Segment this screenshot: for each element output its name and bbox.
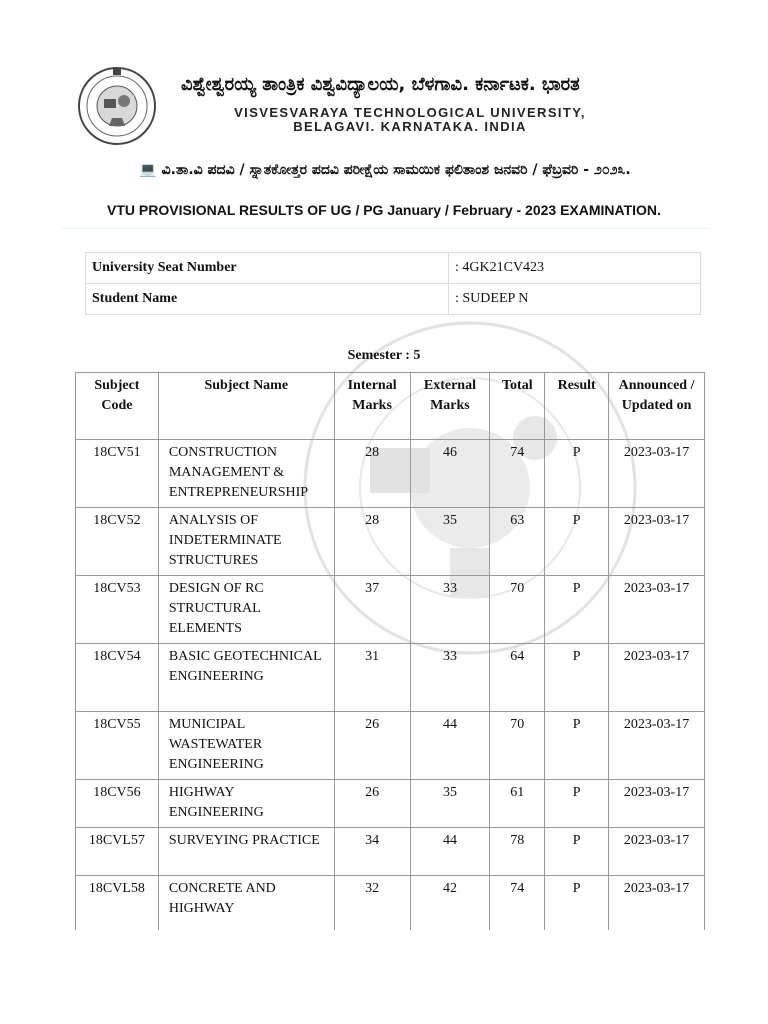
result-title-kannada: 💻 ವಿ.ತಾ.ವಿ ಪದವಿ / ಸ್ನಾತಕೋತ್ತರ ಪದವಿ ಪರೀಕ್ಷೆಯ ಸಾಮಯಿಕ ಫಲಿತಾಂಶ ಜನವರಿ / ಫೆಬ್ರವರಿ - ೨೦೨೩. bbox=[139, 162, 631, 178]
table-row bbox=[76, 508, 705, 576]
subject-code: 18CV53 bbox=[76, 576, 159, 644]
seat-number-label: University Seat Number bbox=[86, 253, 449, 284]
result: P bbox=[545, 876, 609, 931]
table-row bbox=[76, 780, 705, 828]
subject-code: 18CV56 bbox=[76, 780, 159, 828]
subject-code: 18CV52 bbox=[76, 508, 159, 576]
table-row bbox=[76, 712, 705, 780]
subject-name: MUNICIPAL WASTEWATER ENGINEERING bbox=[158, 712, 334, 780]
subject-name: BASIC GEOTECHNICAL ENGINEERING bbox=[158, 644, 334, 712]
vtu-logo-icon bbox=[77, 66, 157, 146]
total-marks: 70 bbox=[490, 712, 545, 780]
subject-code: 18CVL57 bbox=[76, 828, 159, 876]
seat-number-value: : 4GK21CV423 bbox=[449, 253, 701, 284]
result: P bbox=[545, 780, 609, 828]
announced-date: 2023-03-17 bbox=[609, 644, 705, 712]
col-subject-name: Subject Name bbox=[158, 373, 334, 440]
col-internal-marks: Internal Marks bbox=[334, 373, 410, 440]
external-marks: 35 bbox=[410, 780, 490, 828]
result-title-english: VTU PROVISIONAL RESULTS OF UG / PG January / February - 2023 EXAMINATION. bbox=[107, 202, 661, 218]
external-marks: 44 bbox=[410, 712, 490, 780]
total-marks: 74 bbox=[490, 876, 545, 931]
total-marks: 74 bbox=[490, 440, 545, 508]
result: P bbox=[545, 440, 609, 508]
subject-code: 18CV51 bbox=[76, 440, 159, 508]
marks-table bbox=[75, 372, 705, 930]
internal-marks: 26 bbox=[334, 780, 410, 828]
announced-date: 2023-03-17 bbox=[609, 876, 705, 931]
internal-marks: 37 bbox=[334, 576, 410, 644]
announced-date: 2023-03-17 bbox=[609, 712, 705, 780]
result: P bbox=[545, 828, 609, 876]
table-row bbox=[76, 440, 705, 508]
table-row bbox=[76, 828, 705, 876]
total-marks: 78 bbox=[490, 828, 545, 876]
internal-marks: 28 bbox=[334, 440, 410, 508]
result: P bbox=[545, 712, 609, 780]
total-marks: 70 bbox=[490, 576, 545, 644]
col-subject-code: Subject Code bbox=[76, 373, 159, 440]
external-marks: 42 bbox=[410, 876, 490, 931]
table-row bbox=[76, 876, 705, 931]
announced-date: 2023-03-17 bbox=[609, 576, 705, 644]
external-marks: 44 bbox=[410, 828, 490, 876]
semester-label: Semester : 5 bbox=[347, 348, 421, 363]
university-name-line2: BELAGAVI. KARNATAKA. INDIA bbox=[293, 119, 527, 134]
subject-code: 18CV55 bbox=[76, 712, 159, 780]
student-name-value: : SUDEEP N bbox=[449, 284, 701, 315]
internal-marks: 31 bbox=[334, 644, 410, 712]
announced-date: 2023-03-17 bbox=[609, 828, 705, 876]
external-marks: 35 bbox=[410, 508, 490, 576]
student-name-label: Student Name bbox=[86, 284, 449, 315]
marks-header-row bbox=[76, 373, 705, 440]
table-row bbox=[76, 644, 705, 712]
result: P bbox=[545, 644, 609, 712]
external-marks: 46 bbox=[410, 440, 490, 508]
internal-marks: 26 bbox=[334, 712, 410, 780]
subject-name: CONCRETE AND HIGHWAY bbox=[158, 876, 334, 931]
subject-code: 18CVL58 bbox=[76, 876, 159, 931]
student-name-row bbox=[86, 284, 701, 315]
subject-name: DESIGN OF RC STRUCTURAL ELEMENTS bbox=[158, 576, 334, 644]
student-info-table bbox=[85, 252, 701, 315]
university-name-english bbox=[170, 106, 650, 134]
university-name-line1: VISVESVARAYA TECHNOLOGICAL UNIVERSITY, bbox=[234, 105, 586, 120]
subject-name: ANALYSIS OF INDETERMINATE STRUCTURES bbox=[158, 508, 334, 576]
external-marks: 33 bbox=[410, 644, 490, 712]
total-marks: 63 bbox=[490, 508, 545, 576]
result: P bbox=[545, 508, 609, 576]
subject-code: 18CV54 bbox=[76, 644, 159, 712]
col-total: Total bbox=[490, 373, 545, 440]
col-announced: Announced / Updated on bbox=[609, 373, 705, 440]
page-header bbox=[0, 0, 768, 230]
internal-marks: 34 bbox=[334, 828, 410, 876]
announced-date: 2023-03-17 bbox=[609, 508, 705, 576]
col-external-marks: External Marks bbox=[410, 373, 490, 440]
internal-marks: 32 bbox=[334, 876, 410, 931]
table-row bbox=[76, 576, 705, 644]
subject-name: CONSTRUCTION MANAGEMENT & ENTREPRENEURSHIP bbox=[158, 440, 334, 508]
university-name-kannada: ವಿಶ್ವೇಶ್ವರಯ್ಯ ತಾಂತ್ರಿಕ ವಿಶ್ವವಿದ್ಯಾಲಯ, ಬೆಳಗಾವಿ. ಕರ್ನಾಟಕ. ಭಾರತ bbox=[181, 74, 580, 95]
internal-marks: 28 bbox=[334, 508, 410, 576]
announced-date: 2023-03-17 bbox=[609, 780, 705, 828]
col-result: Result bbox=[545, 373, 609, 440]
announced-date: 2023-03-17 bbox=[609, 440, 705, 508]
seat-number-row bbox=[86, 253, 701, 284]
header-divider bbox=[62, 228, 707, 229]
subject-name: SURVEYING PRACTICE bbox=[158, 828, 334, 876]
result: P bbox=[545, 576, 609, 644]
subject-name: HIGHWAY ENGINEERING bbox=[158, 780, 334, 828]
external-marks: 33 bbox=[410, 576, 490, 644]
total-marks: 64 bbox=[490, 644, 545, 712]
total-marks: 61 bbox=[490, 780, 545, 828]
